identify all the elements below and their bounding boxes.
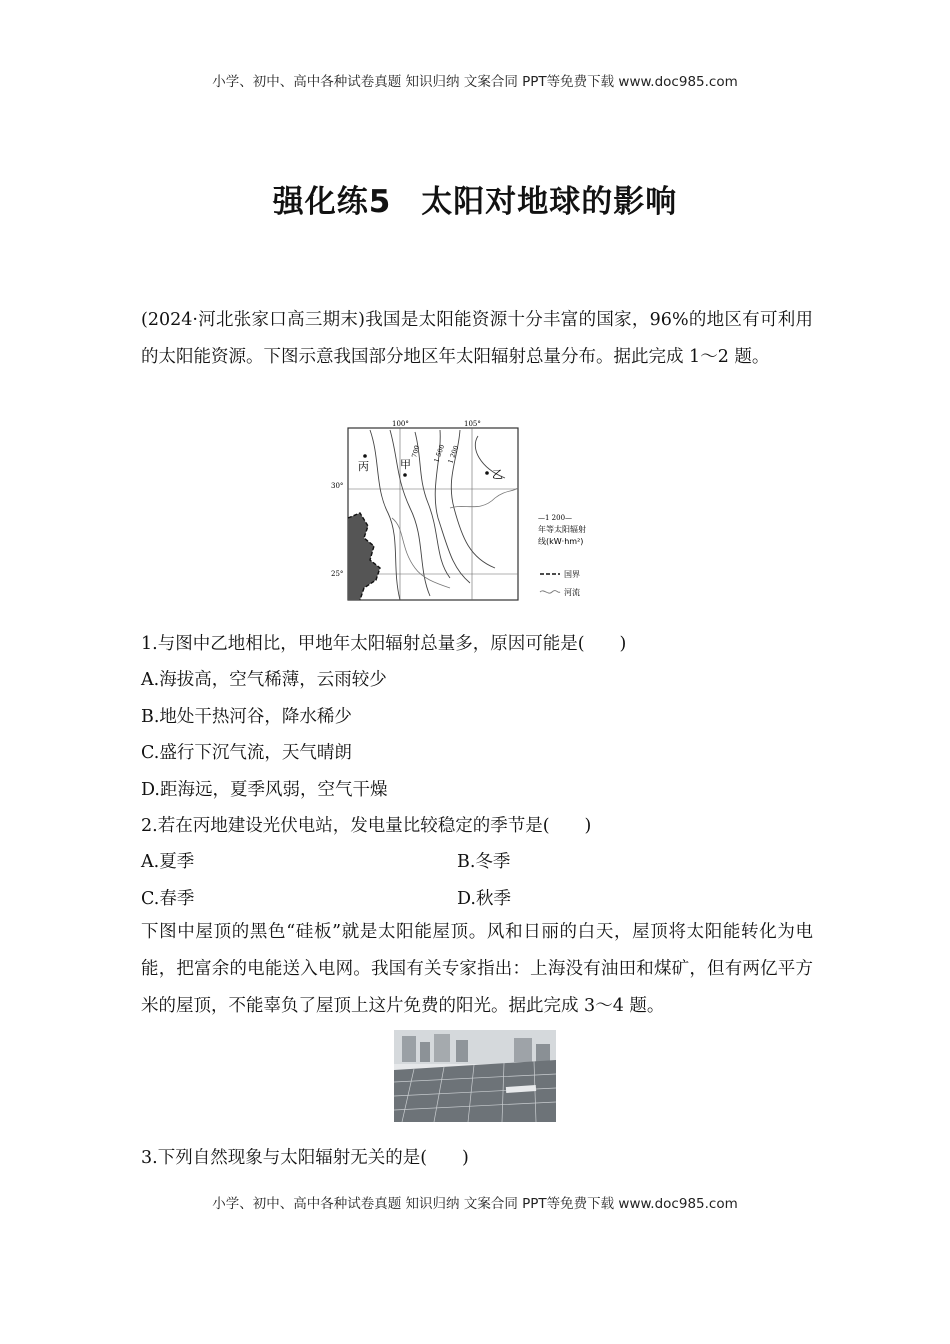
question-2-option-c: C.春季 xyxy=(141,889,195,909)
legend-river-symbol xyxy=(540,591,560,594)
question-1-option-c: C.盛行下沉气流，天气晴朗 xyxy=(141,743,352,763)
legend-river-label: 河流 xyxy=(564,588,580,597)
question-2-option-a: A.夏季 xyxy=(141,852,195,872)
intro-paragraph-2: 下图中屋顶的黑色“硅板”就是太阳能屋顶。风和日丽的白天，屋顶将太阳能转化为电能，把富余的电能送入电网。我国有关专家指出：上海没有油田和煤矿，但有两亿平方米的屋顶，不能辜负了屋顶上这片免费的阳光。据此完成 3～4 题。 xyxy=(141,922,813,1016)
place-label-bing: 丙 xyxy=(358,460,369,473)
question-1-option-b: B.地处干热河谷，降水稀少 xyxy=(141,707,352,727)
question-1-option-a: A.海拔高，空气稀薄，云雨较少 xyxy=(141,670,387,690)
question-2-option-d: D.秋季 xyxy=(457,889,511,909)
page-title xyxy=(0,176,950,221)
place-dot-bing xyxy=(363,454,367,458)
question-2-stem: 2.若在丙地建设光伏电站，发电量比较稳定的季节是( ) xyxy=(141,816,592,836)
lat-label-30: 30° xyxy=(331,482,344,490)
isoline-label: 1 200 xyxy=(446,444,461,465)
legend-isoline-desc-1: 年等太阳辐射 xyxy=(538,525,586,534)
legend-border-label: 国界 xyxy=(564,570,580,579)
river xyxy=(450,488,518,508)
place-dot-yi xyxy=(485,471,489,475)
question-1-option-d: D.距海远，夏季风弱，空气干燥 xyxy=(141,780,388,800)
legend-isoline-desc-2: 线(kW·hm²) xyxy=(538,537,584,546)
question-2-option-b: B.冬季 xyxy=(457,852,511,872)
isoline-label: 700 xyxy=(410,444,422,459)
national-border-region xyxy=(348,513,380,600)
place-label-yi: 乙 xyxy=(492,468,503,481)
intro-paragraph-1: (2024·河北张家口高三期末)我国是太阳能资源十分丰富的国家，96%的地区有可利用的太阳能资源。下图示意我国部分地区年太阳辐射总量分布。据此完成 1～2 题。 xyxy=(141,310,813,367)
legend-isoline-sample: —1 200— xyxy=(538,514,573,522)
lat-label-25: 25° xyxy=(331,570,344,578)
question-1-stem: 1.与图中乙地相比，甲地年太阳辐射总量多，原因可能是( ) xyxy=(141,634,627,654)
lon-label-105: 105° xyxy=(464,420,481,428)
title-topic: 太阳对地球的影响 xyxy=(421,184,678,220)
isoline-label: 1 500 xyxy=(432,443,447,464)
solar-radiation-map xyxy=(330,418,620,608)
place-label-jia: 甲 xyxy=(400,458,411,471)
title-number: 强化练5 xyxy=(272,184,392,220)
question-3-stem: 3.下列自然现象与太阳辐射无关的是( ) xyxy=(141,1148,469,1168)
lon-label-100: 100° xyxy=(392,420,409,428)
place-dot-jia xyxy=(403,473,407,477)
solar-roof-photo xyxy=(394,1030,556,1122)
page-footer: 小学、初中、高中各种试卷真题 知识归纳 文案合同 PPT等免费下载 www.doc985.com xyxy=(212,1196,738,1212)
page-header: 小学、初中、高中各种试卷真题 知识归纳 文案合同 PPT等免费下载 www.doc985.com xyxy=(212,74,738,90)
isoline xyxy=(415,432,450,578)
